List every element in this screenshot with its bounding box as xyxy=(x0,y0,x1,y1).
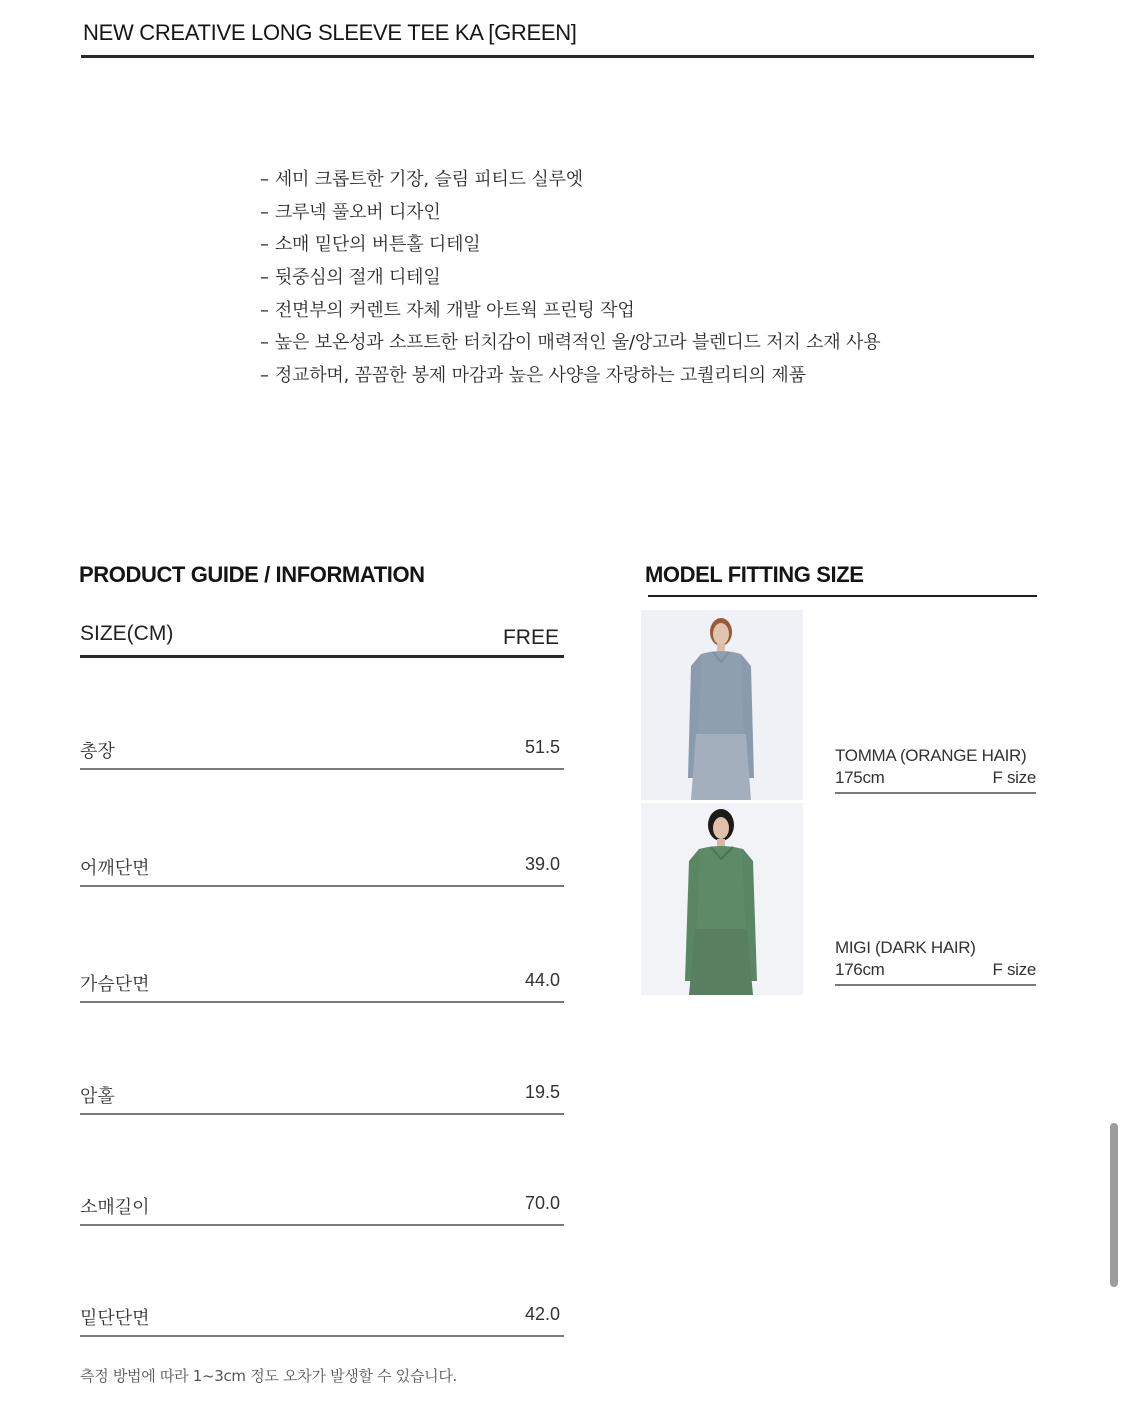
row-label: 소매길이 xyxy=(80,1197,150,1218)
title-divider xyxy=(81,55,1034,58)
row-label: 어깨단면 xyxy=(80,858,150,879)
row-label: 밑단단면 xyxy=(80,1308,150,1329)
description-item: – 높은 보온성과 소프트한 터치감이 매력적인 울/앙고라 블렌디드 저지 소재 사용 xyxy=(260,332,881,354)
row-label: 가슴단면 xyxy=(80,974,150,995)
description-item: – 크루넥 풀오버 디자인 xyxy=(260,201,441,223)
model-size: F size xyxy=(992,960,1036,979)
model-info-migi xyxy=(835,938,1037,988)
table-row xyxy=(80,1082,564,1122)
product-guide-title: PRODUCT GUIDE / INFORMATION xyxy=(79,562,425,587)
size-header-divider xyxy=(80,655,564,658)
row-divider xyxy=(80,768,564,770)
row-value: 39.0 xyxy=(524,854,560,874)
model-height: 176cm xyxy=(835,960,885,979)
model-name: MIGI (DARK HAIR) xyxy=(835,938,976,957)
model-height: 175cm xyxy=(835,768,885,787)
vertical-scrollbar[interactable] xyxy=(1110,1123,1118,1287)
size-table-header xyxy=(80,618,563,658)
size-label: SIZE(CM) xyxy=(80,622,174,645)
row-value: 19.5 xyxy=(524,1082,560,1102)
size-value: FREE xyxy=(502,626,559,649)
row-value: 44.0 xyxy=(524,970,560,990)
row-value: 70.0 xyxy=(524,1193,560,1213)
model-divider xyxy=(835,984,1036,986)
row-divider xyxy=(80,885,564,887)
model-fitting-title: MODEL FITTING SIZE xyxy=(645,562,864,587)
model-figure-icon xyxy=(641,803,803,995)
model-size: F size xyxy=(992,768,1036,787)
model-info-tomma xyxy=(835,746,1037,796)
product-title: NEW CREATIVE LONG SLEEVE TEE KA [GREEN] xyxy=(83,20,577,45)
description-list xyxy=(260,166,880,395)
table-row xyxy=(80,854,564,894)
table-row xyxy=(80,970,564,1010)
row-value: 42.0 xyxy=(524,1304,560,1324)
model-figure-icon xyxy=(641,610,803,800)
table-row xyxy=(80,737,564,777)
row-value: 51.5 xyxy=(524,737,560,757)
description-item: – 정교하며, 꼼꼼한 봉제 마감과 높은 사양을 자랑하는 고퀄리티의 제품 xyxy=(260,365,806,387)
model-photo-tomma xyxy=(641,610,803,800)
model-divider xyxy=(835,792,1036,794)
table-row xyxy=(80,1193,564,1233)
model-name: TOMMA (ORANGE HAIR) xyxy=(835,746,1027,765)
table-row xyxy=(80,1304,564,1344)
row-divider xyxy=(80,1224,564,1226)
model-fitting-divider xyxy=(648,595,1037,597)
row-label: 총장 xyxy=(80,741,115,762)
description-item: – 소매 밑단의 버튼홀 디테일 xyxy=(260,234,481,256)
row-divider xyxy=(80,1001,564,1003)
description-item: – 뒷중심의 절개 디테일 xyxy=(260,267,441,289)
description-item: – 세미 크롭트한 기장, 슬림 피티드 실루엣 xyxy=(260,169,583,190)
row-divider xyxy=(80,1335,564,1337)
model-photo-migi xyxy=(641,803,803,995)
description-item: – 전면부의 커렌트 자체 개발 아트웍 프린팅 작업 xyxy=(260,299,635,321)
row-divider xyxy=(80,1113,564,1115)
row-label: 암홀 xyxy=(80,1086,115,1107)
measurement-note: 측정 방법에 따라 1~3cm 정도 오차가 발생할 수 있습니다. xyxy=(80,1367,458,1385)
